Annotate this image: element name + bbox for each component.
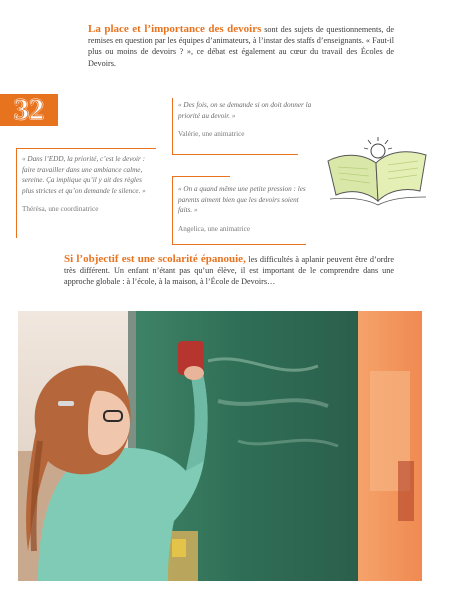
quote-author: Thérèsa, une coordinatrice xyxy=(22,205,99,213)
photo-illustration xyxy=(18,311,422,581)
quote-border-top xyxy=(172,176,230,177)
quote-author: Valérie, une animatrice xyxy=(178,130,245,138)
child-cleaning-blackboard-photo xyxy=(18,311,422,581)
quote-theresa xyxy=(22,154,152,215)
quote-text: « Dans l’EDD, la priorité, c’est le devoir : faire travailler dans une ambiance calme, sereine. Ça implique qu’il y ait des règles plus strictes et qu’on demande le silence. » xyxy=(22,155,146,195)
quote-border-left xyxy=(172,98,173,154)
objective-paragraph xyxy=(64,254,394,288)
quote-border-left xyxy=(172,176,173,244)
page-number: 32 xyxy=(14,93,44,126)
intro-lead: La place et l’importance des devoirs xyxy=(88,23,262,35)
quote-border-bottom xyxy=(172,244,306,245)
intro-text: sont des sujets de questionnements, de remises en question par les équipes d’animateurs, à l’instar des staffs d’enseignants. « Faut-il plus ou moins de devoirs ? », ce débat est également au cœur du travail des Écoles de Devoirs. xyxy=(88,25,395,68)
objective-lead: Si l’objectif est une scolarité épanouie, xyxy=(64,253,246,265)
open-book-sun-icon xyxy=(322,135,434,207)
objective-text: les difficultés à aplanir peuvent être d’ordre très différent. Un enfant n’étant pas qu’un élève, il est important de le comprendre dans une approche globale : à l’école, à la maison, à l’École de Devoirs… xyxy=(64,255,394,287)
quote-angelica xyxy=(178,184,306,234)
quote-border-bottom xyxy=(172,154,298,155)
quote-border-left xyxy=(16,148,17,238)
quote-author: Angelica, une animatrice xyxy=(178,224,251,233)
intro-paragraph xyxy=(88,24,394,69)
quote-text: « On a quand même une petite pression : les parents aiment bien que les devoirs soient faits. » xyxy=(178,185,306,214)
quote-valerie xyxy=(178,100,318,140)
quote-border-top xyxy=(16,148,156,149)
quote-text: « Des fois, on se demande si on doit donner la priorité au devoir. » xyxy=(178,101,312,120)
